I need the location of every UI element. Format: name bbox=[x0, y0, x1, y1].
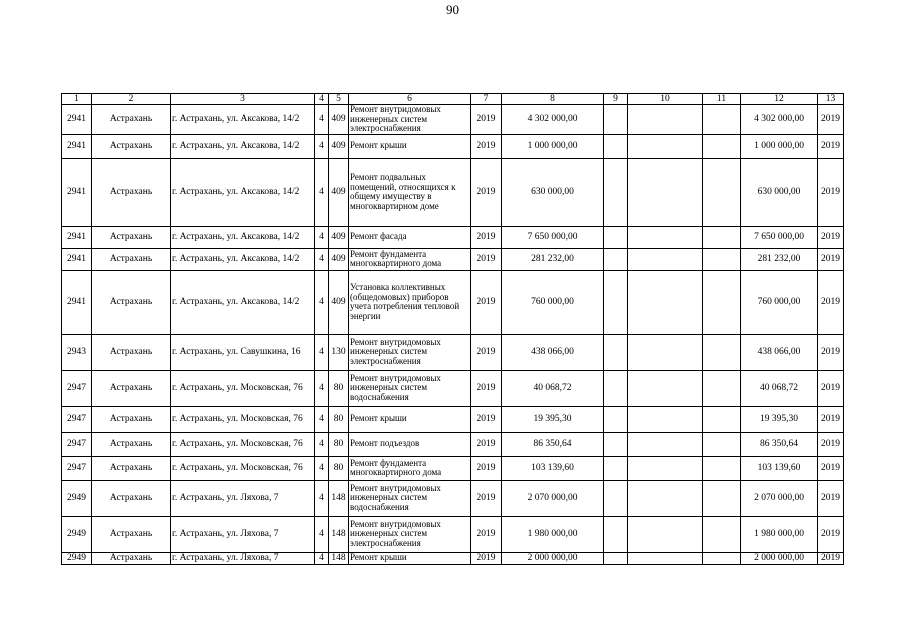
column-header: 7 bbox=[471, 94, 502, 105]
municipality-cell: Астрахань bbox=[92, 248, 171, 270]
year-cell: 2019 bbox=[471, 406, 502, 432]
completion-year-cell: 2019 bbox=[818, 248, 844, 270]
empty-cell bbox=[628, 480, 703, 516]
empty-cell bbox=[604, 226, 628, 248]
completion-year-cell: 2019 bbox=[818, 370, 844, 406]
empty-cell bbox=[703, 105, 741, 135]
total-cost-cell: 7 650 000,00 bbox=[741, 226, 818, 248]
year-cell: 2019 bbox=[471, 105, 502, 135]
total-cost-cell: 281 232,00 bbox=[741, 248, 818, 270]
address-cell: г. Астрахань, ул. Московская, 76 bbox=[171, 406, 315, 432]
empty-cell bbox=[703, 480, 741, 516]
object-number-cell: 2941 bbox=[62, 270, 92, 334]
completion-year-cell: 2019 bbox=[818, 158, 844, 226]
empty-cell bbox=[703, 158, 741, 226]
completion-year-cell: 2019 bbox=[818, 226, 844, 248]
year-cell: 2019 bbox=[471, 370, 502, 406]
year-cell: 2019 bbox=[471, 552, 502, 564]
address-cell: г. Астрахань, ул. Московская, 76 bbox=[171, 432, 315, 456]
apartments-cell: 409 bbox=[329, 134, 349, 158]
year-cell: 2019 bbox=[471, 432, 502, 456]
work-type-cell: Ремонт внутридомовых инженерных систем водоснабжения bbox=[349, 370, 471, 406]
address-cell: г. Астрахань, ул. Аксакова, 14/2 bbox=[171, 270, 315, 334]
completion-year-cell: 2019 bbox=[818, 480, 844, 516]
floors-cell: 4 bbox=[315, 226, 329, 248]
empty-cell bbox=[703, 456, 741, 480]
table-row bbox=[62, 406, 844, 432]
apartments-cell: 409 bbox=[329, 158, 349, 226]
cost-cell: 7 650 000,00 bbox=[502, 226, 604, 248]
column-header: 13 bbox=[818, 94, 844, 105]
empty-cell bbox=[703, 226, 741, 248]
work-type-cell: Ремонт фасада bbox=[349, 226, 471, 248]
floors-cell: 4 bbox=[315, 516, 329, 552]
object-number-cell: 2947 bbox=[62, 432, 92, 456]
work-type-cell: Ремонт фундамента многоквартирного дома bbox=[349, 456, 471, 480]
object-number-cell: 2943 bbox=[62, 334, 92, 370]
object-number-cell: 2941 bbox=[62, 134, 92, 158]
address-cell: г. Астрахань, ул. Ляхова, 7 bbox=[171, 480, 315, 516]
column-header: 6 bbox=[349, 94, 471, 105]
municipality-cell: Астрахань bbox=[92, 456, 171, 480]
empty-cell bbox=[604, 406, 628, 432]
empty-cell bbox=[604, 270, 628, 334]
floors-cell: 4 bbox=[315, 480, 329, 516]
year-cell: 2019 bbox=[471, 270, 502, 334]
municipality-cell: Астрахань bbox=[92, 158, 171, 226]
completion-year-cell: 2019 bbox=[818, 552, 844, 564]
municipality-cell: Астрахань bbox=[92, 432, 171, 456]
address-cell: г. Астрахань, ул. Ляхова, 7 bbox=[171, 516, 315, 552]
table-row bbox=[62, 248, 844, 270]
column-number-row bbox=[62, 94, 844, 105]
municipality-cell: Астрахань bbox=[92, 226, 171, 248]
empty-cell bbox=[628, 226, 703, 248]
year-cell: 2019 bbox=[471, 134, 502, 158]
empty-cell bbox=[628, 248, 703, 270]
table-row bbox=[62, 270, 844, 334]
work-type-cell: Ремонт подъездов bbox=[349, 432, 471, 456]
empty-cell bbox=[703, 516, 741, 552]
column-header: 10 bbox=[628, 94, 703, 105]
empty-cell bbox=[604, 105, 628, 135]
address-cell: г. Астрахань, ул. Ляхова, 7 bbox=[171, 552, 315, 564]
completion-year-cell: 2019 bbox=[818, 432, 844, 456]
work-type-cell: Ремонт крыши bbox=[349, 552, 471, 564]
column-header: 11 bbox=[703, 94, 741, 105]
apartments-cell: 148 bbox=[329, 480, 349, 516]
cost-cell: 2 070 000,00 bbox=[502, 480, 604, 516]
empty-cell bbox=[604, 456, 628, 480]
municipality-cell: Астрахань bbox=[92, 480, 171, 516]
work-type-cell: Ремонт подвальных помещений, относящихся к общему имуществу в многоквартирном доме bbox=[349, 158, 471, 226]
cost-cell: 103 139,60 bbox=[502, 456, 604, 480]
floors-cell: 4 bbox=[315, 456, 329, 480]
floors-cell: 4 bbox=[315, 134, 329, 158]
apartments-cell: 130 bbox=[329, 334, 349, 370]
municipality-cell: Астрахань bbox=[92, 406, 171, 432]
empty-cell bbox=[628, 105, 703, 135]
table-row bbox=[62, 226, 844, 248]
address-cell: г. Астрахань, ул. Аксакова, 14/2 bbox=[171, 105, 315, 135]
floors-cell: 4 bbox=[315, 248, 329, 270]
apartments-cell: 148 bbox=[329, 516, 349, 552]
object-number-cell: 2941 bbox=[62, 105, 92, 135]
apartments-cell: 409 bbox=[329, 226, 349, 248]
address-cell: г. Астрахань, ул. Аксакова, 14/2 bbox=[171, 226, 315, 248]
year-cell: 2019 bbox=[471, 480, 502, 516]
year-cell: 2019 bbox=[471, 516, 502, 552]
work-type-cell: Ремонт внутридомовых инженерных систем электроснабжения bbox=[349, 334, 471, 370]
apartments-cell: 80 bbox=[329, 456, 349, 480]
municipality-cell: Астрахань bbox=[92, 370, 171, 406]
cost-cell: 760 000,00 bbox=[502, 270, 604, 334]
empty-cell bbox=[628, 134, 703, 158]
table-row bbox=[62, 370, 844, 406]
total-cost-cell: 86 350,64 bbox=[741, 432, 818, 456]
work-type-cell: Ремонт фундамента многоквартирного дома bbox=[349, 248, 471, 270]
completion-year-cell: 2019 bbox=[818, 456, 844, 480]
total-cost-cell: 40 068,72 bbox=[741, 370, 818, 406]
total-cost-cell: 438 066,00 bbox=[741, 334, 818, 370]
empty-cell bbox=[628, 370, 703, 406]
floors-cell: 4 bbox=[315, 552, 329, 564]
work-type-cell: Ремонт внутридомовых инженерных систем электроснабжения bbox=[349, 105, 471, 135]
total-cost-cell: 19 395,30 bbox=[741, 406, 818, 432]
apartments-cell: 80 bbox=[329, 370, 349, 406]
empty-cell bbox=[604, 158, 628, 226]
work-type-cell: Ремонт внутридомовых инженерных систем водоснабжения bbox=[349, 480, 471, 516]
column-header: 4 bbox=[315, 94, 329, 105]
apartments-cell: 148 bbox=[329, 552, 349, 564]
total-cost-cell: 4 302 000,00 bbox=[741, 105, 818, 135]
cost-cell: 281 232,00 bbox=[502, 248, 604, 270]
empty-cell bbox=[703, 334, 741, 370]
empty-cell bbox=[703, 370, 741, 406]
address-cell: г. Астрахань, ул. Аксакова, 14/2 bbox=[171, 134, 315, 158]
object-number-cell: 2941 bbox=[62, 226, 92, 248]
completion-year-cell: 2019 bbox=[818, 406, 844, 432]
cost-cell: 2 000 000,00 bbox=[502, 552, 604, 564]
apartments-cell: 409 bbox=[329, 248, 349, 270]
cost-cell: 1 980 000,00 bbox=[502, 516, 604, 552]
table-row bbox=[62, 134, 844, 158]
cost-cell: 19 395,30 bbox=[502, 406, 604, 432]
empty-cell bbox=[604, 248, 628, 270]
empty-cell bbox=[703, 270, 741, 334]
empty-cell bbox=[604, 552, 628, 564]
year-cell: 2019 bbox=[471, 334, 502, 370]
empty-cell bbox=[628, 334, 703, 370]
page-number: 90 bbox=[446, 2, 459, 17]
cost-cell: 86 350,64 bbox=[502, 432, 604, 456]
object-number-cell: 2949 bbox=[62, 516, 92, 552]
table-row bbox=[62, 334, 844, 370]
cost-cell: 438 066,00 bbox=[502, 334, 604, 370]
cost-cell: 1 000 000,00 bbox=[502, 134, 604, 158]
floors-cell: 4 bbox=[315, 432, 329, 456]
municipality-cell: Астрахань bbox=[92, 552, 171, 564]
empty-cell bbox=[604, 480, 628, 516]
apartments-cell: 409 bbox=[329, 105, 349, 135]
address-cell: г. Астрахань, ул. Аксакова, 14/2 bbox=[171, 248, 315, 270]
municipality-cell: Астрахань bbox=[92, 134, 171, 158]
total-cost-cell: 2 000 000,00 bbox=[741, 552, 818, 564]
cost-cell: 40 068,72 bbox=[502, 370, 604, 406]
work-type-cell: Установка коллективных (общедомовых) приборов учета потребления тепловой энергии bbox=[349, 270, 471, 334]
object-number-cell: 2941 bbox=[62, 158, 92, 226]
object-number-cell: 2947 bbox=[62, 370, 92, 406]
column-header: 8 bbox=[502, 94, 604, 105]
address-cell: г. Астрахань, ул. Аксакова, 14/2 bbox=[171, 158, 315, 226]
column-header: 5 bbox=[329, 94, 349, 105]
floors-cell: 4 bbox=[315, 370, 329, 406]
completion-year-cell: 2019 bbox=[818, 134, 844, 158]
address-cell: г. Астрахань, ул. Московская, 76 bbox=[171, 370, 315, 406]
floors-cell: 4 bbox=[315, 406, 329, 432]
municipality-cell: Астрахань bbox=[92, 516, 171, 552]
repair-program-table bbox=[61, 93, 844, 565]
empty-cell bbox=[703, 134, 741, 158]
municipality-cell: Астрахань bbox=[92, 270, 171, 334]
empty-cell bbox=[703, 406, 741, 432]
object-number-cell: 2949 bbox=[62, 480, 92, 516]
completion-year-cell: 2019 bbox=[818, 270, 844, 334]
column-header: 9 bbox=[604, 94, 628, 105]
empty-cell bbox=[628, 552, 703, 564]
cost-cell: 4 302 000,00 bbox=[502, 105, 604, 135]
table-row bbox=[62, 516, 844, 552]
cost-cell: 630 000,00 bbox=[502, 158, 604, 226]
table-row bbox=[62, 432, 844, 456]
year-cell: 2019 bbox=[471, 226, 502, 248]
apartments-cell: 80 bbox=[329, 406, 349, 432]
column-header: 12 bbox=[741, 94, 818, 105]
total-cost-cell: 103 139,60 bbox=[741, 456, 818, 480]
address-cell: г. Астрахань, ул. Савушкина, 16 bbox=[171, 334, 315, 370]
empty-cell bbox=[604, 432, 628, 456]
empty-cell bbox=[628, 158, 703, 226]
column-header: 3 bbox=[171, 94, 315, 105]
total-cost-cell: 760 000,00 bbox=[741, 270, 818, 334]
empty-cell bbox=[628, 406, 703, 432]
work-type-cell: Ремонт крыши bbox=[349, 134, 471, 158]
empty-cell bbox=[604, 370, 628, 406]
floors-cell: 4 bbox=[315, 270, 329, 334]
table-row bbox=[62, 158, 844, 226]
table-row bbox=[62, 480, 844, 516]
empty-cell bbox=[604, 134, 628, 158]
total-cost-cell: 2 070 000,00 bbox=[741, 480, 818, 516]
year-cell: 2019 bbox=[471, 456, 502, 480]
object-number-cell: 2947 bbox=[62, 406, 92, 432]
year-cell: 2019 bbox=[471, 248, 502, 270]
apartments-cell: 80 bbox=[329, 432, 349, 456]
municipality-cell: Астрахань bbox=[92, 105, 171, 135]
floors-cell: 4 bbox=[315, 105, 329, 135]
empty-cell bbox=[628, 516, 703, 552]
table-row bbox=[62, 456, 844, 480]
column-header: 2 bbox=[92, 94, 171, 105]
object-number-cell: 2941 bbox=[62, 248, 92, 270]
apartments-cell: 409 bbox=[329, 270, 349, 334]
object-number-cell: 2949 bbox=[62, 552, 92, 564]
floors-cell: 4 bbox=[315, 334, 329, 370]
address-cell: г. Астрахань, ул. Московская, 76 bbox=[171, 456, 315, 480]
completion-year-cell: 2019 bbox=[818, 105, 844, 135]
object-number-cell: 2947 bbox=[62, 456, 92, 480]
floors-cell: 4 bbox=[315, 158, 329, 226]
year-cell: 2019 bbox=[471, 158, 502, 226]
total-cost-cell: 1 000 000,00 bbox=[741, 134, 818, 158]
total-cost-cell: 630 000,00 bbox=[741, 158, 818, 226]
empty-cell bbox=[604, 334, 628, 370]
table-row bbox=[62, 105, 844, 135]
empty-cell bbox=[703, 248, 741, 270]
work-type-cell: Ремонт внутридомовых инженерных систем электроснабжения bbox=[349, 516, 471, 552]
total-cost-cell: 1 980 000,00 bbox=[741, 516, 818, 552]
work-type-cell: Ремонт крыши bbox=[349, 406, 471, 432]
column-header: 1 bbox=[62, 94, 92, 105]
empty-cell bbox=[628, 456, 703, 480]
table-row bbox=[62, 552, 844, 564]
empty-cell bbox=[628, 432, 703, 456]
empty-cell bbox=[628, 270, 703, 334]
empty-cell bbox=[703, 432, 741, 456]
municipality-cell: Астрахань bbox=[92, 334, 171, 370]
completion-year-cell: 2019 bbox=[818, 516, 844, 552]
empty-cell bbox=[604, 516, 628, 552]
empty-cell bbox=[703, 552, 741, 564]
completion-year-cell: 2019 bbox=[818, 334, 844, 370]
